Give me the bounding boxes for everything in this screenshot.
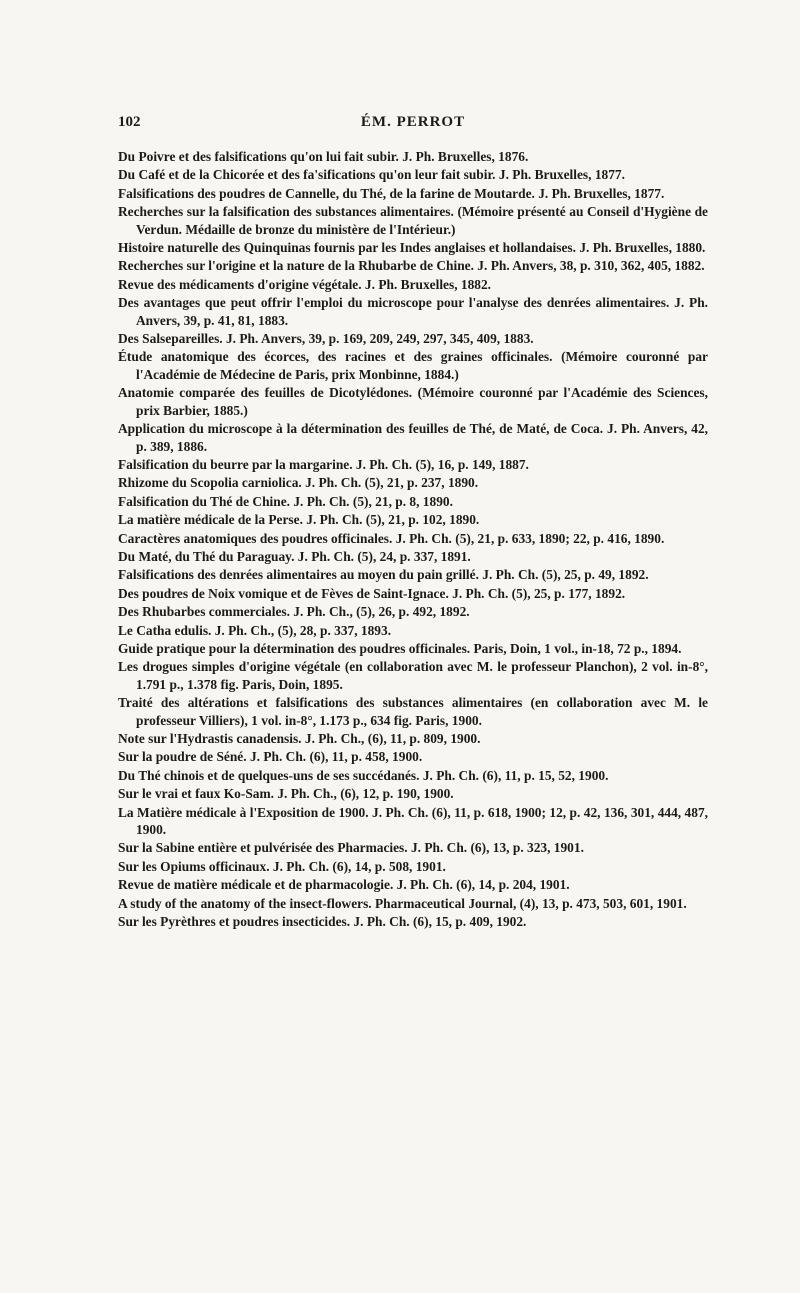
bibliography-entry: Recherches sur l'origine et la nature de la Rhubarbe de Chine. J. Ph. Anvers, 38, p. 310, 362, 405, 1882.	[118, 258, 705, 274]
bibliography-entry: Sur les Pyrèthres et poudres insecticides. J. Ph. Ch. (6), 15, p. 409, 1902.	[118, 914, 527, 930]
bibliography-entry: Rhizome du Scopolia carniolica. J. Ph. Ch. (5), 21, p. 237, 1890.	[118, 475, 479, 491]
bibliography-entry: Des Rhubarbes commerciales. J. Ph. Ch., (5), 26, p. 492, 1892.	[118, 604, 470, 620]
bibliography-list	[118, 148, 708, 931]
bibliography-entry: Recherches sur la falsification des substances alimentaires. (Mémoire présenté au Conseil d'Hygiène de Verdun. Médaille de bronze du ministère de l'Intérieur.)	[118, 204, 708, 237]
bibliography-entry: Revue des médicaments d'origine végétale. J. Ph. Bruxelles, 1882.	[118, 276, 492, 292]
running-head: ÉM. PERROT	[360, 114, 466, 130]
bibliography-entry: La matière médicale de la Perse. J. Ph. Ch. (5), 21, p. 102, 1890.	[118, 512, 480, 528]
bibliography-entry: Sur le vrai et faux Ko-Sam. J. Ph. Ch., (6), 12, p. 190, 1900.	[118, 786, 454, 802]
bibliography-entry: Sur la Sabine entière et pulvérisée des Pharmacies. J. Ph. Ch. (6), 13, p. 323, 1901.	[118, 840, 584, 856]
bibliography-entry: Du Maté, du Thé du Paraguay. J. Ph. Ch. (5), 24, p. 337, 1891.	[118, 548, 471, 564]
bibliography-entry: Étude anatomique des écorces, des racines et des graines officinales. (Mémoire couronné par l'Académie de Médecine de Paris, prix Monbinne, 1884.)	[118, 349, 708, 382]
bibliography-entry: Falsification du Thé de Chine. J. Ph. Ch. (5), 21, p. 8, 1890.	[118, 493, 453, 509]
bibliography-entry: La Matière médicale à l'Exposition de 1900. J. Ph. Ch. (6), 11, p. 618, 1900; 12, p. 42, 136, 301, 444, 487, 1900.	[118, 804, 708, 838]
bibliography-entry: Du Thé chinois et de quelques-uns de ses succédanés. J. Ph. Ch. (6), 11, p. 15, 52, 1900.	[118, 767, 609, 783]
bibliography-entry: Application du microscope à la détermination des feuilles de Thé, de Maté, de Coca. J. Ph. Anvers, 42, p. 389, 1886.	[118, 421, 708, 454]
page-number: 102	[118, 114, 141, 130]
bibliography-entry: Traité des altérations et falsifications des substances alimentaires (en collaboration avec M. le professeur Villiers), 1 vol. in-8°, 1.173 p., 634 fig. Paris, 1900.	[118, 695, 708, 728]
bibliography-entry: Revue de matière médicale et de pharmacologie. J. Ph. Ch. (6), 14, p. 204, 1901.	[118, 877, 570, 893]
bibliography-entry: Falsifications des denrées alimentaires au moyen du pain grillé. J. Ph. Ch. (5), 25, p. 49, 1892.	[118, 567, 649, 583]
bibliography-entry: Sur la poudre de Séné. J. Ph. Ch. (6), 11, p. 458, 1900.	[118, 749, 423, 765]
bibliography-entry: Des poudres de Noix vomique et de Fèves de Saint-Ignace. J. Ph. Ch. (5), 25, p. 177, 1892.	[118, 585, 626, 601]
bibliography-entry: Note sur l'Hydrastis canadensis. J. Ph. Ch., (6), 11, p. 809, 1900.	[118, 731, 481, 746]
bibliography-entry: Falsifications des poudres de Cannelle, du Thé, de la farine de Moutarde. J. Ph. Bruxelles, 1877.	[118, 185, 665, 201]
bibliography-entry: Histoire naturelle des Quinquinas fournis par les Indes anglaises et hollandaises. J. Ph. Bruxelles, 1880.	[118, 240, 706, 256]
bibliography-entry: Falsification du beurre par la margarine. J. Ph. Ch. (5), 16, p. 149, 1887.	[118, 456, 529, 472]
page-header	[118, 114, 708, 134]
bibliography-entry: Des avantages que peut offrir l'emploi du microscope pour l'analyse des denrées alimentaires. J. Ph. Anvers, 39, p. 41, 81, 1883.	[118, 295, 708, 328]
bibliography-entry: Guide pratique pour la détermination des poudres officinales. Paris, Doin, 1 vol., in-18, 72 p., 1894.	[118, 640, 682, 656]
bibliography-entry: Sur les Opiums officinaux. J. Ph. Ch. (6), 14, p. 508, 1901.	[118, 858, 446, 874]
bibliography-entry: Anatomie comparée des feuilles de Dicotylédones. (Mémoire couronné par l'Académie des Sciences, prix Barbier, 1885.)	[118, 385, 708, 418]
bibliography-entry: Les drogues simples d'origine végétale (en collaboration avec M. le professeur Planchon), 2 vol. in-8°, 1.791 p., 1.378 fig. Paris, Doin, 1895.	[118, 659, 708, 692]
bibliography-entry: Du Poivre et des falsifications qu'on lui fait subir. J. Ph. Bruxelles, 1876.	[118, 149, 529, 164]
bibliography-entry: Du Café et de la Chicorée et des fa'sifications qu'on leur fait subir. J. Ph. Bruxelles, 1877.	[118, 167, 625, 183]
bibliography-entry: A study of the anatomy of the insect-flowers. Pharmaceutical Journal, (4), 13, p. 473, 503, 601, 1901.	[118, 895, 687, 911]
bibliography-entry: Des Salsepareilles. J. Ph. Anvers, 39, p. 169, 209, 249, 297, 345, 409, 1883.	[118, 331, 534, 347]
bibliography-entry: Le Catha edulis. J. Ph. Ch., (5), 28, p. 337, 1893.	[118, 622, 392, 638]
bibliography-entry: Caractères anatomiques des poudres officinales. J. Ph. Ch. (5), 21, p. 633, 1890; 22, p. 416, 1890.	[118, 530, 665, 546]
